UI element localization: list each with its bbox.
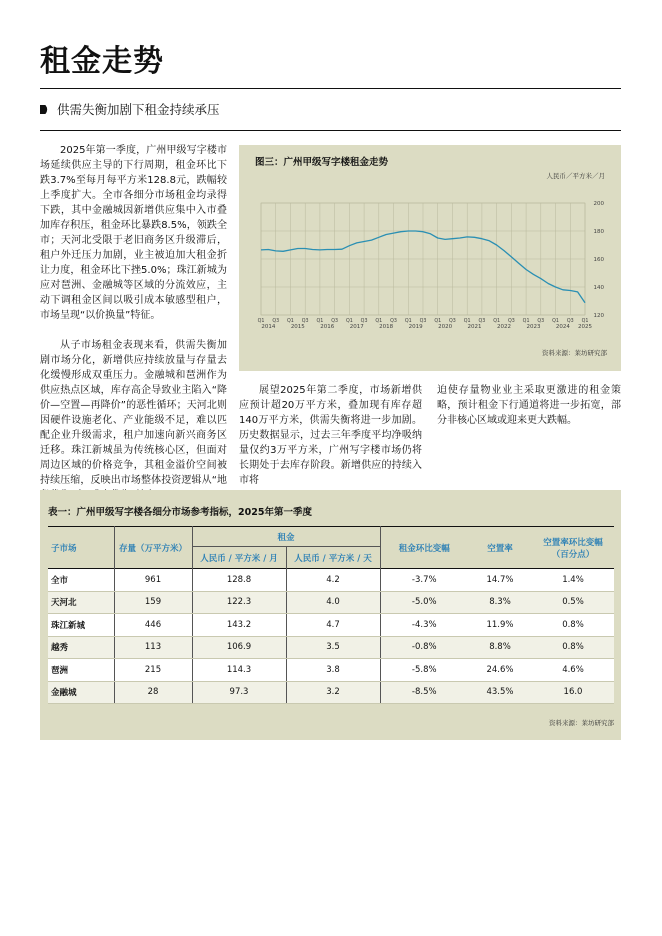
cell-stock: 113 <box>114 636 192 659</box>
right-column-text <box>437 383 621 428</box>
x-quarter-tick-label: Q3 <box>301 319 309 324</box>
header-vacancy-change: 空置率环比变幅（百分点） <box>543 537 603 560</box>
x-quarter-tick-label: Q3 <box>507 319 515 324</box>
cell-rent-month: 114.3 <box>192 659 286 682</box>
chart-title: 图三：广州甲级写字楼租金走势 <box>255 157 389 168</box>
x-year-tick-label: 2024 <box>555 324 570 330</box>
submarket-table <box>48 526 614 704</box>
paragraph-submarket: 从子市场租金表现来看，供需失衡加剧市场分化，新增供应持续放量与存量去化缓慢形成双重压力。金融城和琶洲作为供应热点区域，库存高企导致业主陷入“降价—空置—再降价”的恶性循环；天河北则因硬件设施老化、产业能级不足，难以匹配企业升级需求，租户加速向新兴商务区迁移。珠江新城虽为传统核心区，但面对周边区域的价格竞争，其租金溢价空间被持续压缩，反映出市场整体投资逻辑从“地 <box>40 340 227 486</box>
cell-vacancy: 8.8% <box>468 636 532 659</box>
cell-vacancy: 14.7% <box>468 569 532 592</box>
cell-submarket: 天河北 <box>48 591 114 614</box>
cell-rent-month: 97.3 <box>192 681 286 704</box>
x-quarter-tick-label: Q1 <box>493 319 501 324</box>
x-quarter-tick-label: Q1 <box>257 319 265 324</box>
y-tick-label: 160 <box>593 257 604 263</box>
cell-vacancy: 8.3% <box>468 591 532 614</box>
cell-submarket: 全市 <box>48 569 114 592</box>
table-row <box>48 591 614 614</box>
y-tick-label: 120 <box>593 313 604 319</box>
cell-rent-month: 106.9 <box>192 636 286 659</box>
x-quarter-tick-label: Q3 <box>272 319 280 324</box>
cell-vacancy-change: 16.0 <box>532 681 614 704</box>
x-quarter-tick-label: Q3 <box>449 319 456 324</box>
x-year-tick-label: 2022 <box>497 324 511 330</box>
x-year-tick-label: 2014 <box>261 324 276 330</box>
cell-vacancy-change: 1.4% <box>532 569 614 592</box>
chart-plot <box>239 145 621 371</box>
table-title: 表一：广州甲级写字楼各细分市场参考指标，2025年第一季度 <box>48 507 312 518</box>
header-stock: 存量（万平方米） <box>114 527 192 569</box>
x-year-tick-label: 2017 <box>349 324 364 330</box>
table-row <box>48 636 614 659</box>
cell-vacancy: 11.9% <box>468 614 532 637</box>
table-row <box>48 569 614 592</box>
x-year-tick-label: 2025 <box>578 324 592 330</box>
x-year-tick-label: 2020 <box>438 324 453 330</box>
cell-rent-day: 3.8 <box>286 659 380 682</box>
x-year-tick-label: 2018 <box>379 324 394 330</box>
x-year-tick-label: 2021 <box>467 324 482 330</box>
x-quarter-tick-label: Q1 <box>345 319 353 324</box>
y-tick-label: 140 <box>593 285 604 291</box>
x-quarter-tick-label: Q3 <box>478 319 486 324</box>
cell-rent-month: 143.2 <box>192 614 286 637</box>
x-quarter-tick-label: Q3 <box>419 319 427 324</box>
cell-submarket: 琶洲 <box>48 659 114 682</box>
y-tick-label: 200 <box>593 201 604 207</box>
cell-rent-day: 3.2 <box>286 681 380 704</box>
paragraph-rent-q1: 2025年第一季度，广州甲级写字楼市场延续供应主导的下行周期，租金环比下跌3.7%至每月每平方米128.8元，跌幅较上季度扩大。全市各细分市场租金均录得下跌，其中金融城因新增供应集中入市叠加库存积压，租金环比暴跌8.5%，领跌全市；天河北受限于老旧商务区升级滞后，租户外迁压力加剧，业主被迫加大租金折让力度，租金环比下挫5.0%；珠江新城为应对琶洲、金融城等区域的分流效应，主动下调租金区间以吸引成本敏感型租户，市场呈现“以价换量”特征。 <box>40 145 227 321</box>
x-year-tick-label: 2015 <box>290 324 305 330</box>
cell-submarket: 越秀 <box>48 636 114 659</box>
table-row <box>48 659 614 682</box>
cell-qoq: -5.0% <box>380 591 468 614</box>
left-column-text <box>40 143 227 503</box>
x-quarter-tick-label: Q1 <box>375 319 383 324</box>
table-row <box>48 614 614 637</box>
x-quarter-tick-label: Q3 <box>331 319 339 324</box>
cell-stock: 961 <box>114 569 192 592</box>
cell-vacancy-change: 4.6% <box>532 659 614 682</box>
x-quarter-tick-label: Q1 <box>434 319 442 324</box>
x-quarter-tick-label: Q3 <box>390 319 397 324</box>
paragraph-outlook-continued: 迫使存量物业业主采取更激进的租金策略，预计租金下行通道将进一步拓宽，部分非核心区域或迎来更大跌幅。 <box>437 385 621 426</box>
divider-top <box>40 88 621 89</box>
x-quarter-tick-label: Q1 <box>552 319 559 324</box>
subheading-text: 供需失衡加剧下租金持续承压 <box>57 102 220 117</box>
x-quarter-tick-label: Q3 <box>537 319 545 324</box>
cell-vacancy: 43.5% <box>468 681 532 704</box>
header-qoq: 租金环比变幅 <box>398 543 450 554</box>
divider-sub <box>40 130 621 131</box>
chart-source: 资料来源：莱坊研究部 <box>542 349 607 357</box>
cell-vacancy-change: 0.5% <box>532 591 614 614</box>
cell-rent-day: 4.7 <box>286 614 380 637</box>
cell-rent-month: 128.8 <box>192 569 286 592</box>
x-quarter-tick-label: Q1 <box>316 319 324 324</box>
section-bullet-icon <box>40 105 49 114</box>
cell-qoq: -3.7% <box>380 569 468 592</box>
header-rent-day: 人民币 / 平方米 / 天 <box>286 547 380 569</box>
x-quarter-tick-label: Q1 <box>581 319 589 324</box>
cell-submarket: 珠江新城 <box>48 614 114 637</box>
cell-stock: 215 <box>114 659 192 682</box>
x-year-tick-label: 2016 <box>320 324 335 330</box>
page-title: 租金走势 <box>40 44 164 79</box>
x-quarter-tick-label: Q1 <box>463 319 471 324</box>
cell-qoq: -8.5% <box>380 681 468 704</box>
y-tick-label: 180 <box>593 229 604 235</box>
header-rent: 租金 <box>192 527 380 547</box>
header-submarket: 子市场 <box>48 527 114 569</box>
cell-rent-day: 3.5 <box>286 636 380 659</box>
x-quarter-tick-label: Q1 <box>404 319 412 324</box>
cell-rent-day: 4.2 <box>286 569 380 592</box>
cell-stock: 446 <box>114 614 192 637</box>
header-rent-month: 人民币 / 平方米 / 月 <box>192 547 286 569</box>
cell-vacancy-change: 0.8% <box>532 614 614 637</box>
table-source: 资料来源：莱坊研究部 <box>549 719 614 727</box>
cell-stock: 28 <box>114 681 192 704</box>
header-vacancy: 空置率 <box>487 543 513 554</box>
x-year-tick-label: 2019 <box>408 324 423 330</box>
paragraph-outlook: 展望2025年第二季度，市场新增供应预计超20万平方米，叠加现有库存超140万平方米，供需失衡将进一步加剧。历史数据显示，过去三年季度平均净吸纳量仅约3万平方米，广州写字楼市场仍将长期处于去库存阶段。新增供应的持续入市将 <box>239 385 422 486</box>
cell-rent-month: 122.3 <box>192 591 286 614</box>
cell-submarket: 金融城 <box>48 681 114 704</box>
cell-rent-day: 4.0 <box>286 591 380 614</box>
rent-trend-chart <box>239 145 621 371</box>
cell-qoq: -5.8% <box>380 659 468 682</box>
x-year-tick-label: 2023 <box>526 324 541 330</box>
x-quarter-tick-label: Q1 <box>522 319 530 324</box>
cell-qoq: -4.3% <box>380 614 468 637</box>
cell-vacancy: 24.6% <box>468 659 532 682</box>
cell-qoq: -0.8% <box>380 636 468 659</box>
table-row <box>48 681 614 704</box>
cell-vacancy-change: 0.8% <box>532 636 614 659</box>
submarket-table-panel <box>40 490 621 740</box>
middle-column-text <box>239 383 422 488</box>
x-quarter-tick-label: Q1 <box>287 319 294 324</box>
section-subheading <box>40 100 220 118</box>
chart-unit-label: 人民币／平方米／月 <box>546 172 605 180</box>
cell-stock: 159 <box>114 591 192 614</box>
x-quarter-tick-label: Q3 <box>566 319 574 324</box>
x-quarter-tick-label: Q3 <box>360 319 368 324</box>
